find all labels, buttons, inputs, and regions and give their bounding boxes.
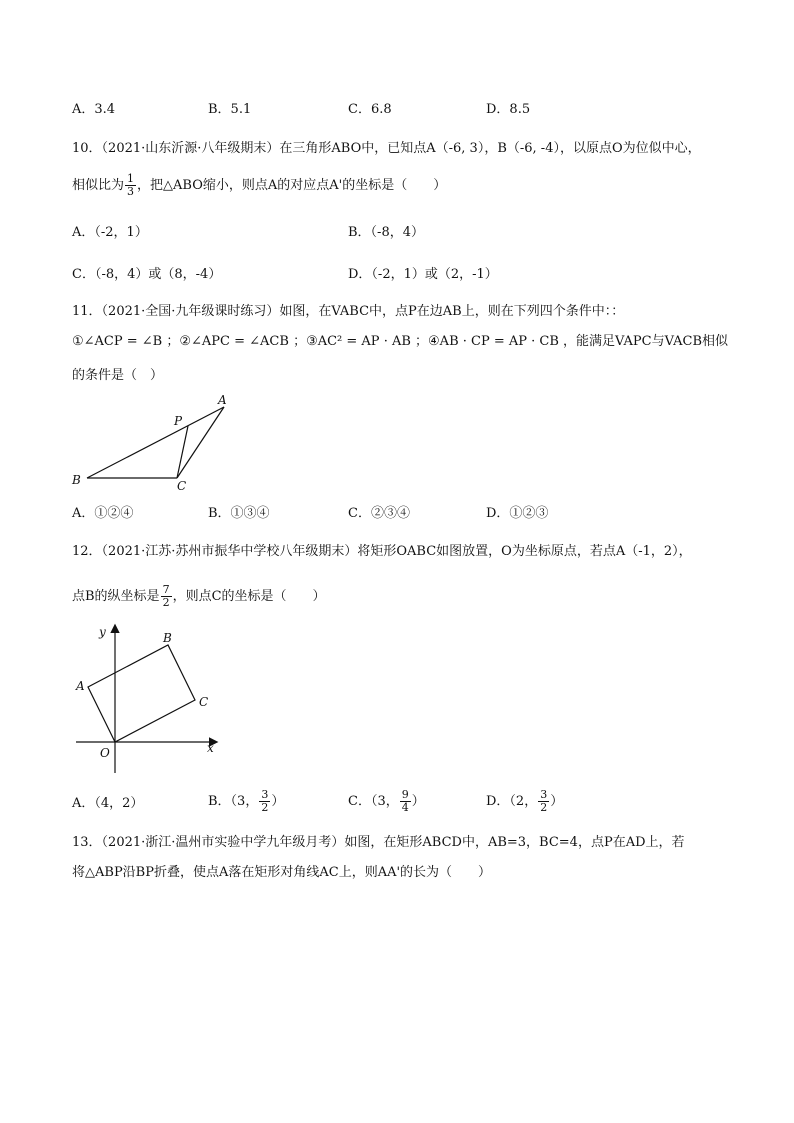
q11-stem-line3: 的条件是（ ） xyxy=(72,368,164,383)
q10-option-a: A．（-2，1） xyxy=(72,225,148,240)
q12-option-d-denominator: 2 xyxy=(540,801,548,814)
q12-stem-line1: 12．（2021·江苏·苏州市振华中学校八年级期末）将矩形OABC如图放置，O为坐标原点，若点A（-1，2）， xyxy=(72,544,692,559)
q13-stem-line1: 13．（2021·浙江·温州市实验中学九年级月考）如图，在矩形ABCD中，AB=3，BC=4，点P在AD上，若 xyxy=(72,835,685,850)
q11-label-b: B xyxy=(72,473,81,487)
q12-option-d-numerator: 3 xyxy=(540,788,548,801)
q10-option-b: B．（-8，4） xyxy=(348,225,424,240)
q12-label-a: A xyxy=(76,679,85,693)
q12-option-b-denominator: 2 xyxy=(261,801,269,814)
q12-option-d-pre: D．（2， xyxy=(486,794,538,809)
q12-option-d-post: ） xyxy=(550,794,564,809)
q12-option-c-fraction xyxy=(400,789,411,814)
q10-ratio-fraction xyxy=(125,173,136,198)
q11-stem-line2: ①∠ACP = ∠B ；②∠APC = ∠ACB ；③AC² = AP · AB ；④AB · CP = AP · CB ，能满足VAPC与VACB相似 xyxy=(72,334,729,349)
q12-option-c-pre: C．（3， xyxy=(348,794,399,809)
q10-ratio-numerator: 1 xyxy=(127,172,135,185)
q12-label-b: B xyxy=(163,631,172,645)
q12-option-b-fraction xyxy=(259,789,270,814)
q9-option-c: C．6.8 xyxy=(348,102,392,117)
rectangle-oabc xyxy=(88,645,195,742)
q12-option-c-post: ） xyxy=(411,794,425,809)
q11-label-a: A xyxy=(218,393,227,407)
q11-label-c: C xyxy=(177,479,187,493)
q11-label-p: P xyxy=(174,414,183,428)
q12-b-y-denominator: 2 xyxy=(162,596,170,609)
q12-label-x: x xyxy=(207,741,214,755)
q10-option-c: C．（-8，4）或（8，-4） xyxy=(72,267,222,282)
q11-triangle-figure xyxy=(60,390,250,500)
q12-stem-post: ，则点C的坐标是（ ） xyxy=(172,589,326,604)
q10-stem-line2 xyxy=(72,173,446,198)
q10-ratio-denominator: 3 xyxy=(127,185,135,198)
q12-label-o: O xyxy=(100,746,110,760)
q11-stem-line1: 11．（2021·全国·九年级课时练习）如图，在VABC中，点P在边AB上，则在下列四个条件中：： xyxy=(72,304,625,319)
q11-option-c: C．②③④ xyxy=(348,506,410,521)
q11-option-b: B．①③④ xyxy=(208,506,270,521)
q12-label-c: C xyxy=(199,695,209,709)
q10-stem-line1: 10．（2021·山东沂源·八年级期末）在三角形ABO中，已知点A（-6, 3），B（-6, -4），以原点O为位似中心， xyxy=(72,141,701,156)
q13-stem-line2: 将△ABP沿BP折叠，使点A落在矩形对角线AC上，则AA'的长为（ ） xyxy=(72,865,492,880)
q9-option-a: A．3.4 xyxy=(72,102,116,117)
q9-option-d: D．8.5 xyxy=(486,102,531,117)
q12-option-d-fraction xyxy=(538,789,549,814)
q12-option-d xyxy=(486,786,563,818)
q10-stem-post: ，把△ABO缩小，则点A的对应点A'的坐标是（ ） xyxy=(137,178,447,193)
q12-b-y-fraction xyxy=(161,584,172,609)
q12-label-y: y xyxy=(99,625,106,639)
q11-option-d: D．①②③ xyxy=(486,506,549,521)
q10-stem-pre: 相似比为 xyxy=(72,178,125,193)
q12-stem-pre: 点B的纵坐标是 xyxy=(72,589,160,604)
q9-option-b: B．5.1 xyxy=(208,102,252,117)
q12-option-c-numerator: 9 xyxy=(401,788,409,801)
q10-option-d: D．（-2，1）或（2，-1） xyxy=(348,267,498,282)
segment-ab xyxy=(87,407,224,478)
q12-stem-line2 xyxy=(72,584,326,609)
q12-option-b-post: ） xyxy=(271,794,285,809)
q12-rectangle-figure xyxy=(70,618,230,778)
q12-option-b-pre: B．（3， xyxy=(208,794,259,809)
q12-b-y-numerator: 7 xyxy=(162,583,170,596)
q12-option-c xyxy=(348,786,425,818)
q12-option-b-numerator: 3 xyxy=(261,788,269,801)
q12-option-b xyxy=(208,786,284,818)
q12-option-c-denominator: 4 xyxy=(401,801,409,814)
q11-option-a: A．①②④ xyxy=(72,506,134,521)
q12-option-a: A．（4，2） xyxy=(72,796,144,811)
